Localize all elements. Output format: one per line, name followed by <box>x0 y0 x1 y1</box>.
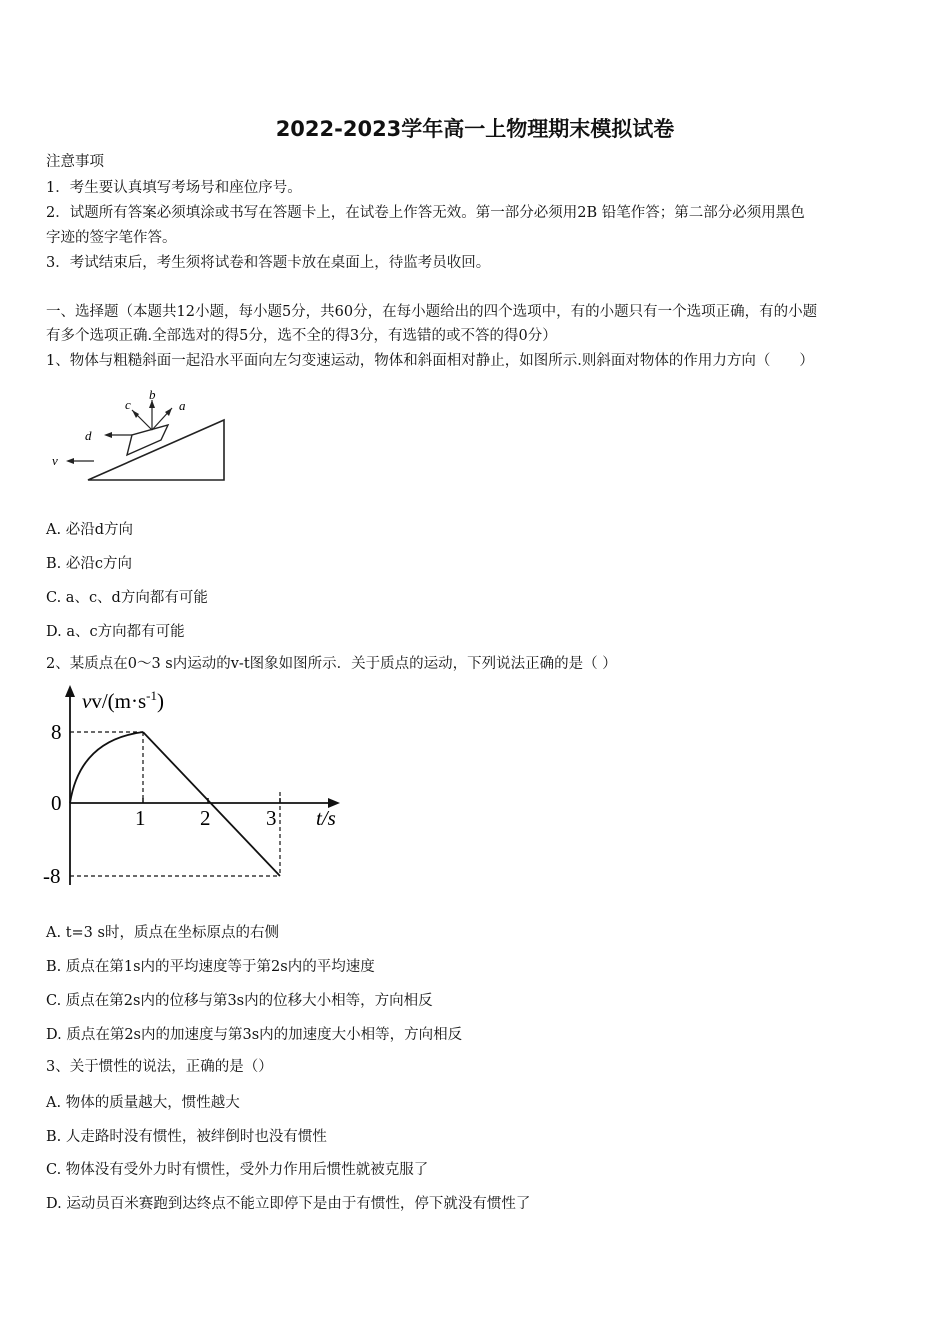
label-c: c <box>125 397 131 412</box>
option: D. 运动员百米赛跑到达终点不能立即停下是由于有惯性，停下就没有惯性了 <box>46 1196 531 1212</box>
arrow-v-icon <box>66 458 74 464</box>
tick-label-y: 0 <box>51 791 62 815</box>
tick-label-y: -8 <box>43 864 61 888</box>
option: B. 必沿c方向 <box>46 556 132 572</box>
option: A. 必沿d方向 <box>46 522 133 538</box>
arrow-c-icon <box>132 410 139 418</box>
label-v: v <box>52 453 58 468</box>
block-shape <box>127 425 168 455</box>
option: A. t=3 s时，质点在坐标原点的右侧 <box>46 925 279 941</box>
notice-item: 字迹的签字笔作答。 <box>46 230 177 246</box>
curve-segment <box>70 732 143 803</box>
option: C. 物体没有受外力时有惯性，受外力作用后惯性就被克服了 <box>46 1162 429 1178</box>
notice-heading: 注意事项 <box>46 154 104 170</box>
option: D. a、c方向都有可能 <box>46 624 185 640</box>
arrow-d-icon <box>104 432 112 438</box>
question-stem: 1、物体与粗糙斜面一起沿水平面向左匀变速运动，物体和斜面相对静止，如图所示.则斜面对物体的作用力方向（ ） <box>46 353 814 369</box>
label-b: b <box>149 387 156 402</box>
option: C. 质点在第2s内的位移与第3s内的位移大小相等，方向相反 <box>46 993 433 1009</box>
tick-label-x: 2 <box>200 806 211 830</box>
notice-item: 1．考生要认真填写考场号和座位序号。 <box>46 180 302 196</box>
label-d: d <box>85 428 92 443</box>
option: B. 人走路时没有惯性，被绊倒时也没有惯性 <box>46 1129 327 1145</box>
option: B. 质点在第1s内的平均速度等于第2s内的平均速度 <box>46 959 375 975</box>
page-title: 2022-2023学年高一上物理期末模拟试卷 <box>275 117 675 141</box>
question-stem: 2、某质点在0～3 s内运动的v-t图象如图所示．关于质点的运动，下列说法正确的是（ ） <box>46 656 617 672</box>
section-instructions: 一、选择题（本题共12小题，每小题5分，共60分，在每小题给出的四个选项中，有的小题只有一个选项正确，有的小题 <box>46 304 818 320</box>
option: C. a、c、d方向都有可能 <box>46 590 208 606</box>
notice-item: 2．试题所有答案必须填涂或书写在答题卡上，在试卷上作答无效。第一部分必须用2B 铅笔作答；第二部分必须用黑色 <box>46 205 805 221</box>
section-instructions: 有多个选项正确.全部选对的得5分，选不全的得3分，有选错的或不答的得0分） <box>46 328 557 344</box>
tick-label-x: 1 <box>135 806 146 830</box>
tick-label-y: 8 <box>51 720 62 744</box>
option: D. 质点在第2s内的加速度与第3s内的加速度大小相等，方向相反 <box>46 1027 463 1043</box>
line-segment <box>143 732 280 876</box>
label-a: a <box>179 398 186 413</box>
x-axis-label: t/s <box>316 806 336 830</box>
option: A. 物体的质量越大，惯性越大 <box>46 1095 240 1111</box>
tick-label-x: 3 <box>266 806 277 830</box>
notice-item: 3．考试结束后，考生须将试卷和答题卡放在桌面上，待监考员收回。 <box>46 255 491 271</box>
vt-graph <box>40 680 350 895</box>
incline-figure <box>44 385 244 490</box>
y-axis-arrow-icon <box>65 685 75 697</box>
question-stem: 3、关于惯性的说法，正确的是（） <box>46 1059 273 1075</box>
y-axis-label: $vv/(m\cdot s^{-1})$ <box>82 688 164 713</box>
